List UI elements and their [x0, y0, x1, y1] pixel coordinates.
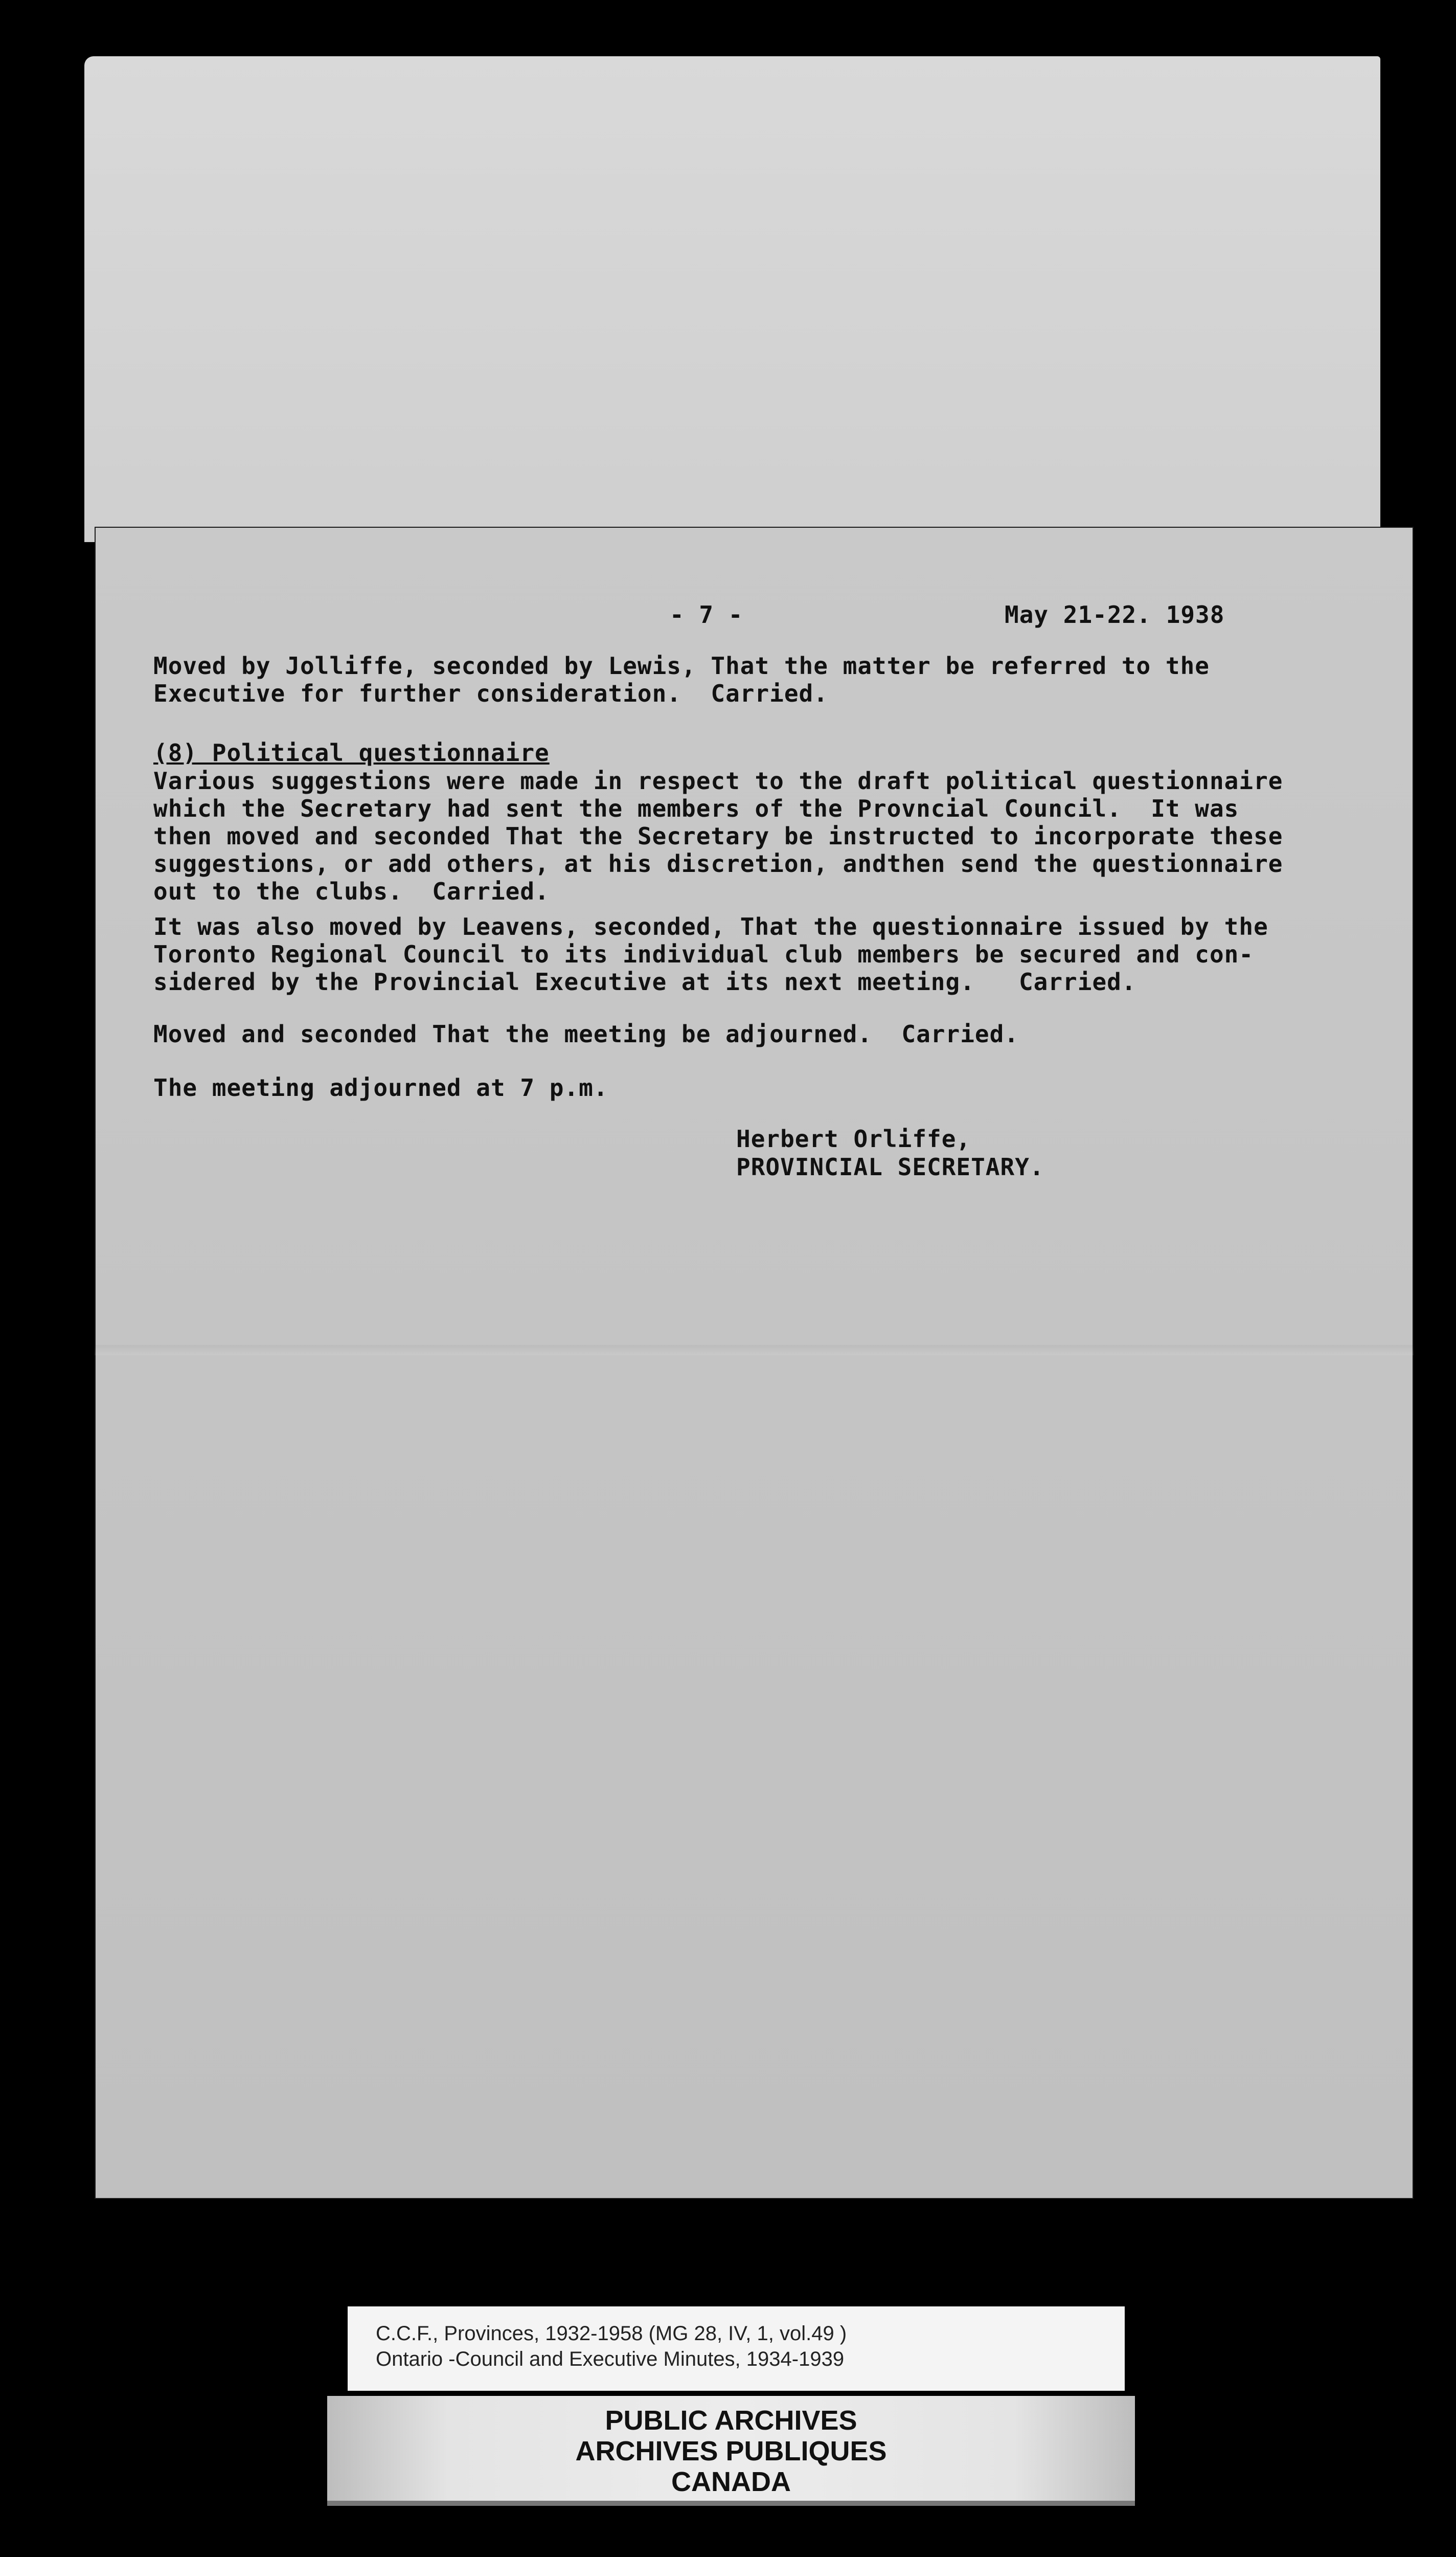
overlay-paper-sheet	[84, 56, 1380, 542]
stamp-line-1: PUBLIC ARCHIVES	[605, 2405, 857, 2436]
section-heading: (8) Political questionnaire	[153, 739, 550, 767]
stamp-line-3: CANADA	[671, 2466, 791, 2497]
page-number: - 7 -	[670, 601, 743, 629]
signature-title: PROVINCIAL SECRETARY.	[736, 1153, 1044, 1181]
citation-line-1: C.C.F., Provinces, 1932-1958 (MG 28, IV, 1, vol.49 )	[376, 2322, 847, 2345]
archive-citation-label	[348, 2306, 1125, 2391]
paragraph-adjourned: The meeting adjourned at 7 p.m.	[153, 1074, 608, 1102]
paragraph-leavens-motion: It was also moved by Leavens, seconded, That the questionnaire issued by the Toronto Regional Council to its individual club members be secured and con- sidered by the Provincial Executive at its next meeting. Carried.	[153, 913, 1268, 996]
document-date: May 21-22. 1938	[1005, 601, 1225, 629]
paragraph-motion-referral: Moved by Jolliffe, seconded by Lewis, That the matter be referred to the Executive for further consideration. Carried.	[153, 652, 1210, 707]
paragraph-adjourn-motion: Moved and seconded That the meeting be adjourned. Carried.	[153, 1020, 1019, 1048]
signature-name: Herbert Orliffe,	[736, 1125, 971, 1153]
paragraph-suggestions: Various suggestions were made in respect to the draft political questionnaire which the Secretary had sent the members of the Provncial Council. It was then moved and seconded That the Secretary be instructed to incorporate these suggestions, or add others, at his discretion, andthen send the questionnaire out to the clubs. Carried.	[153, 767, 1283, 905]
archive-stamp	[327, 2396, 1135, 2506]
paper-fold	[95, 1345, 1414, 1355]
citation-line-2: Ontario -Council and Executive Minutes, 1934-1939	[376, 2348, 845, 2370]
stamp-line-2: ARCHIVES PUBLIQUES	[575, 2436, 887, 2466]
